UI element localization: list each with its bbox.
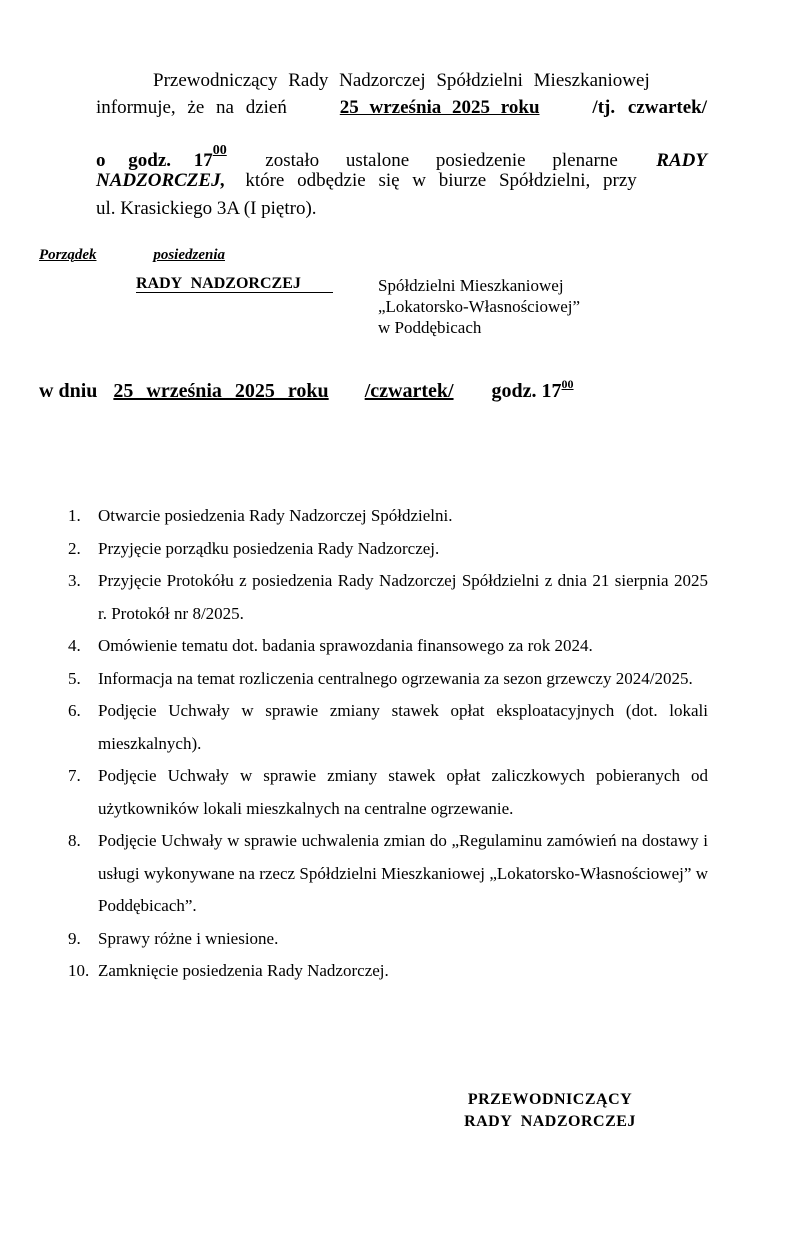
agenda-board-name: RADY NADZORCZEJ <box>136 275 333 293</box>
intro-prefix: informuje, że na dzień <box>96 97 287 118</box>
agenda-item-number: 7. <box>68 766 81 785</box>
cooperative-line-3: w Poddębicach <box>378 318 482 337</box>
meeting-date: 25 września 2025 roku <box>339 97 540 118</box>
agenda-item-number: 1. <box>68 506 81 525</box>
agenda-item <box>68 500 708 533</box>
meeting-weekday: /tj. czwartek/ <box>592 97 707 118</box>
intro-text: Przewodniczący Rady Nadzorczej Spółdzielni Mieszkaniowej <box>153 70 650 91</box>
meeting-line-date-text: 25 września 2025 roku <box>113 380 329 402</box>
meeting-line-time-hour: godz. 17 <box>491 380 562 402</box>
intro-line-4 <box>96 170 707 192</box>
meeting-time-minutes: 00 <box>212 143 227 158</box>
meeting-time-hour: o godz. 17 <box>96 150 213 171</box>
agenda-item <box>68 533 708 566</box>
agenda-item-text: Podjęcie Uchwały w sprawie uchwalenia zmian do „Regulaminu zamówień na dostawy i usługi wykonywane na rzecz Spółdzielni Mieszkaniowej „Lokatorsko-Własnościowej” w Poddębicach”. <box>98 831 708 915</box>
agenda-item-text: Otwarcie posiedzenia Rady Nadzorczej Spółdzielni. <box>98 506 453 525</box>
intro-rest: zostało ustalone posiedzenie plenarne <box>265 150 618 171</box>
agenda-item <box>68 760 708 825</box>
agenda-title-word2: posiedzenia <box>153 247 225 263</box>
meeting-line-prefix: w dniu <box>39 380 98 402</box>
cooperative-name <box>378 275 580 338</box>
agenda-title <box>39 247 225 264</box>
meeting-line-date <box>113 380 453 403</box>
agenda-item-number: 4. <box>68 636 81 655</box>
intro-location: które odbędzie się w biurze Spółdzielni, przy <box>245 170 637 191</box>
agenda-item-text: Podjęcie Uchwały w sprawie zmiany stawek opłat zaliczkowych pobieranych od użytkowników lokali mieszkalnych na centralne ogrzewanie. <box>98 766 708 818</box>
agenda-item-text: Przyjęcie Protokółu z posiedzenia Rady Nadzorczej Spółdzielni z dnia 21 sierpnia 2025 r. Protokół nr 8/2025. <box>98 571 708 623</box>
agenda-item-text: Zamknięcie posiedzenia Rady Nadzorczej. <box>98 961 389 980</box>
agenda-title-word1: Porządek <box>39 247 97 263</box>
agenda-item-number: 2. <box>68 538 81 558</box>
agenda-item <box>68 565 708 630</box>
agenda-item-text: Przyjęcie porządku posiedzenia Rady Nadzorczej. <box>98 538 440 558</box>
agenda-list <box>68 500 708 988</box>
meeting-time <box>96 143 227 172</box>
agenda-item-text: Sprawy różne i wniesione. <box>98 928 279 948</box>
agenda-item-number: 6. <box>68 701 81 720</box>
agenda-item <box>68 923 708 956</box>
meeting-line <box>39 377 574 403</box>
intro-line-1 <box>153 70 708 92</box>
agenda-item <box>68 695 708 760</box>
meeting-line-time-minutes: 00 <box>561 377 574 391</box>
agenda-item-number: 9. <box>68 928 81 948</box>
agenda-item <box>68 663 708 696</box>
agenda-item-number: 5. <box>68 668 81 688</box>
signature <box>440 1089 660 1133</box>
agenda-item-number: 8. <box>68 831 81 850</box>
agenda-item <box>68 955 708 988</box>
agenda-item <box>68 630 708 663</box>
intro-line-2 <box>96 97 707 119</box>
board-name-part1: RADY <box>656 150 707 171</box>
cooperative-line-2: „Lokatorsko-Własnościowej” <box>378 297 581 316</box>
intro-address: ul. Krasickiego 3A (I piętro). <box>96 198 317 219</box>
board-name-part2: NADZORCZEJ, <box>96 170 226 191</box>
agenda-item-text: Podjęcie Uchwały w sprawie zmiany stawek opłat eksploatacyjnych (dot. lokali mieszkalnych). <box>98 701 708 753</box>
signature-board: RADY NADZORCZEJ <box>464 1113 636 1130</box>
agenda-item-number: 10. <box>68 961 90 980</box>
intro-line-3 <box>96 143 707 172</box>
agenda-item-text: Informacja na temat rozliczenia centralnego ogrzewania za sezon grzewczy 2024/2025. <box>98 668 693 688</box>
meeting-line-weekday: /czwartek/ <box>364 380 454 402</box>
agenda-item-number: 3. <box>68 571 81 590</box>
signature-title: PRZEWODNICZĄCY <box>467 1091 633 1108</box>
agenda-item <box>68 825 708 923</box>
agenda-item-text: Omówienie tematu dot. badania sprawozdania finansowego za rok 2024. <box>98 636 593 655</box>
meeting-line-time <box>492 377 574 403</box>
cooperative-line-1: Spółdzielni Mieszkaniowej <box>378 276 564 295</box>
